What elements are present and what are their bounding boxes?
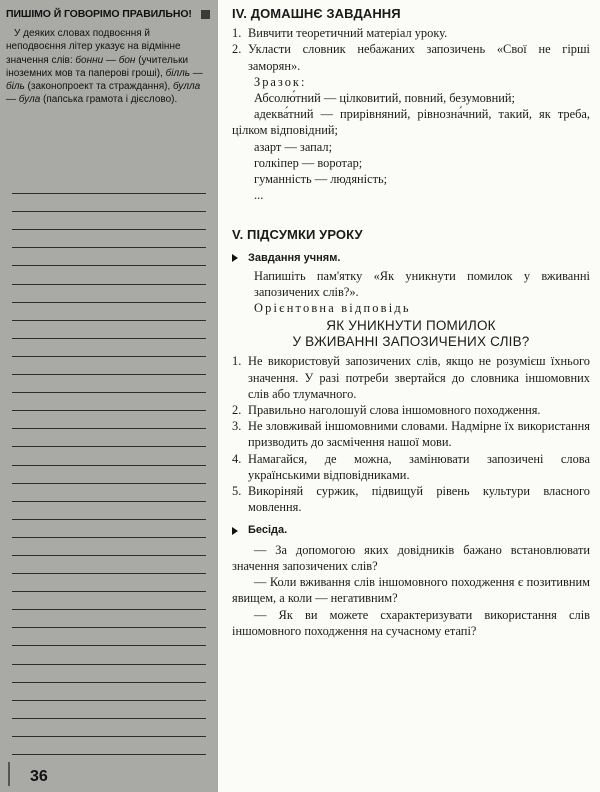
memo-item [232,483,590,515]
tip-segment: — [6,94,19,106]
homework-item-text: Укласти словник небажаних запозичень «Свої не гірші заморян». [248,42,590,73]
note-line [12,321,206,339]
note-line [12,303,206,321]
sample-label: Зразок: [254,74,307,89]
tip-title: ПИШІМО Й ГОВОРІМО ПРАВИЛЬНО! [6,8,192,20]
note-line [12,212,206,230]
note-line [12,520,206,538]
note-line [12,502,206,520]
memo-title-line-1: ЯК УНИКНУТИ ПОМИЛОК [326,318,496,334]
homework-heading: IV. ДОМАШНЄ ЗАВДАННЯ [232,6,401,21]
memo-item-text: Не зловживай іншомовними словами. Надмірне їх використання призводить до засмічення нашої мови. [248,419,590,450]
sidebar-panel [0,0,218,792]
example-entry: азарт — запал; [254,139,333,154]
tip-word-italic: бон [118,54,136,66]
task-text: Напишіть пам'ятку «Як уникнути помилок у вживанні запозичених слів?». [254,268,590,300]
task-label: Завдання учням. [248,251,341,264]
task-heading [232,250,590,266]
memo-item-number: 1. [232,354,242,369]
note-line [12,375,206,393]
homework-item-text: Вивчити теоретичний матеріал уроку. [248,26,448,41]
example-entry: Абсолю́тний — цілковитий, повний, безумовний; [254,91,515,106]
note-line [12,592,206,610]
note-line [12,665,206,683]
tip-segment: (учительки іноземних мов та паперові гроші), [6,54,189,79]
tip-segment: — [103,54,119,66]
note-line [12,194,206,212]
summary-heading: V. ПІДСУМКИ УРОКУ [232,227,363,243]
homework-item-number: 1. [232,26,242,41]
note-line [12,610,206,628]
note-line [12,266,206,284]
memo-item-text: Не використовуй запозичених слів, якщо не розумієш їхнього значення. У разі потреби звертайся до словника іншомовних слів або тлумачного. [248,354,590,401]
tip-segment: У деяких словах подвоєння й неподвоєння літер указує на відмінне значення слів: [6,28,181,66]
tip-word-italic: білль [165,67,191,79]
memo-item-number: 2. [232,403,242,418]
note-line [12,646,206,664]
tip-word-italic: бонни [75,54,104,66]
tip-text [6,27,212,107]
talk-label: Бесіда. [248,524,288,537]
note-line [12,230,206,248]
memo-item [232,418,590,450]
note-line [12,628,206,646]
homework-item-number: 2. [232,42,242,57]
square-bullet-icon [201,10,210,19]
tip-word-italic: булла [173,81,201,93]
memo-item-number: 3. [232,419,242,434]
memo-item-text: Викоріняй суржик, підвищуй рівень культури власного мовлення. [248,484,590,515]
talk-heading [232,522,590,538]
answer-label: Орієнтовна відповідь [254,301,411,316]
memo-list [232,353,590,515]
memo-item-number: 4. [232,451,242,466]
main-column [232,0,590,639]
note-line [12,719,206,737]
note-line [12,339,206,357]
question-item: — За допомогою яких довідників бажано встановлювати значення запозичених слів? [232,542,590,573]
note-line [12,484,206,502]
question-item: — Як ви можете схарактеризувати використання слів іншомовного походження на сучасному етапі? [232,607,590,638]
tip-segment: — [190,67,203,79]
memo-item [232,402,590,418]
memo-item [232,451,590,483]
note-line [12,285,206,303]
note-line [12,429,206,447]
example-entry: голкіпер — воротар; [254,155,363,170]
tip-segment: (законопроект та страждання), [24,81,174,93]
homework-item [232,25,590,41]
questions-list [232,542,590,639]
example-entry: адеква́тний — прирівняний, рівнозна́чний, такий, як треба, цілком відповідний; [232,107,590,138]
note-line [12,737,206,755]
note-line [12,466,206,484]
triangle-bullet-icon [232,527,238,535]
question-item: — Коли вживання слів іншомовного походження є позитивним явищем, а коли — негативним? [232,575,590,606]
memo-title-line-2: У ВЖИВАННІ ЗАПОЗИЧЕНИХ СЛІВ? [292,334,530,350]
note-line [12,447,206,465]
homework-item [232,41,590,73]
memo-item-text: Правильно наголошуй слова іншомовного походження. [248,403,541,418]
tip-segment: (папська грамота і дієслово). [40,94,178,106]
tip-heading [6,8,212,20]
homework-list [232,25,590,74]
memo-item-number: 5. [232,484,242,499]
note-line [12,538,206,556]
example-entry: ... [254,188,264,203]
page-edge-mark [8,762,10,786]
tip-word-italic: біль [6,81,25,93]
examples-list [232,90,590,203]
triangle-bullet-icon [232,254,238,262]
note-line [12,248,206,266]
note-line [12,176,206,194]
note-line [12,683,206,701]
note-line [12,701,206,719]
note-lines [12,176,206,755]
page-number: 36 [30,768,48,785]
tip-word-italic: була [18,94,41,106]
memo-item-text: Намагайся, де можна, замінювати запозичені слова українськими відповідниками. [248,451,590,482]
note-line [12,574,206,592]
note-line [12,556,206,574]
memo-item [232,353,590,402]
note-line [12,411,206,429]
note-line [12,393,206,411]
note-line [12,357,206,375]
example-entry: гуманність — людяність; [254,172,388,187]
